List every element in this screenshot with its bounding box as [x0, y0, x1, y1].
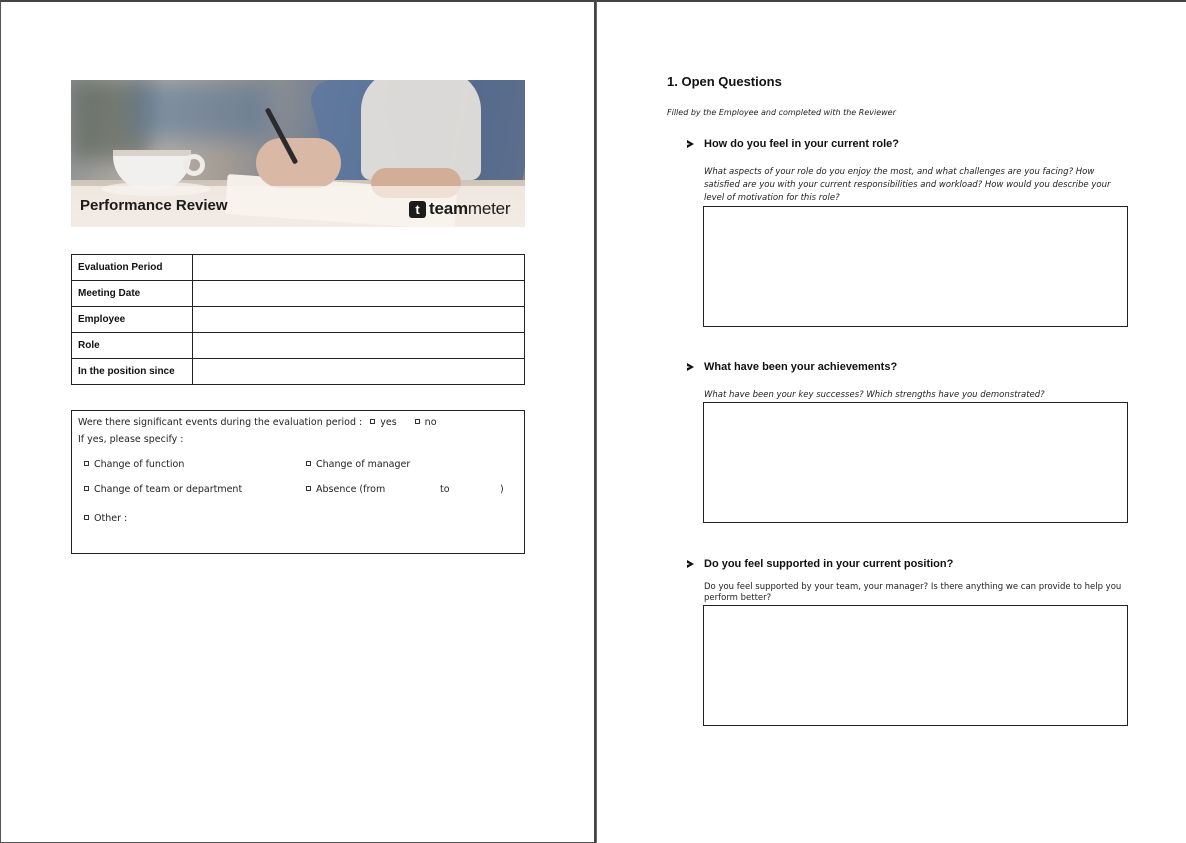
- role-field[interactable]: [193, 333, 525, 359]
- change-function-label: Change of function: [94, 459, 185, 470]
- table-row: [72, 255, 525, 281]
- question-2: [687, 361, 897, 373]
- events-question-line: [78, 417, 437, 428]
- change-function-checkbox[interactable]: [84, 461, 89, 466]
- arrow-bullet-icon: [687, 363, 694, 371]
- row-label-role: Role: [72, 333, 193, 359]
- employee-info-table: [71, 254, 525, 385]
- question-3: [687, 558, 953, 570]
- banner-photo-shirt: [361, 80, 481, 180]
- question-1: [687, 138, 899, 150]
- evaluation-period-field[interactable]: [193, 255, 525, 281]
- change-team-checkbox[interactable]: [84, 486, 89, 491]
- change-manager-checkbox[interactable]: [306, 461, 311, 466]
- page-right: [596, 0, 1186, 843]
- table-row: [72, 359, 525, 385]
- row-label-meeting-date: Meeting Date: [72, 281, 193, 307]
- banner-photo-background: [131, 80, 271, 140]
- teammeter-logo: [409, 199, 510, 219]
- significant-events-box: [71, 410, 525, 554]
- option-change-function: [84, 459, 184, 470]
- question-3-text: Do you feel supported in your current position?: [704, 558, 954, 570]
- events-question: Were there significant events during the evaluation period :: [78, 417, 363, 428]
- absence-from-label: Absence (from: [316, 484, 386, 495]
- logo-text-bold: team: [429, 199, 468, 218]
- answer-box-2[interactable]: [703, 402, 1128, 523]
- question-1-prompt: What aspects of your role do you enjoy the most, and what challenges are you facing? How satisfied are you with your current responsibilities and workload? How would you describe your level of motivation for this role?: [704, 167, 1111, 203]
- absence-checkbox[interactable]: [306, 486, 311, 491]
- option-other: [84, 513, 127, 524]
- change-team-label: Change of team or department: [94, 484, 243, 495]
- option-change-team: [84, 484, 242, 495]
- table-row: [72, 307, 525, 333]
- absence-to-label: to: [440, 484, 450, 495]
- change-manager-label: Change of manager: [316, 459, 411, 470]
- logo-text-rest: meter: [467, 199, 511, 218]
- question-2-prompt: What have been your key successes? Which strengths have you demonstrated?: [704, 390, 1045, 400]
- other-checkbox[interactable]: [84, 515, 89, 520]
- row-label-evaluation-period: Evaluation Period: [72, 255, 193, 281]
- cup-handle-icon: [183, 154, 205, 176]
- arrow-bullet-icon: [687, 140, 694, 148]
- banner-photo-hand: [256, 138, 341, 188]
- row-label-position-since: In the position since: [72, 359, 193, 385]
- document-title: Performance Review: [80, 197, 228, 214]
- table-row: [72, 333, 525, 359]
- no-label: no: [424, 417, 437, 428]
- row-label-employee: Employee: [72, 307, 193, 333]
- other-label: Other :: [94, 513, 128, 524]
- question-2-text: What have been your achievements?: [704, 361, 898, 373]
- yes-checkbox[interactable]: [370, 419, 375, 424]
- option-absence: [306, 484, 385, 495]
- answer-box-1[interactable]: [703, 206, 1128, 327]
- absence-close-paren: ): [500, 484, 504, 495]
- teammeter-logo-text: [429, 199, 510, 219]
- option-change-manager: [306, 459, 410, 470]
- yes-label: yes: [380, 417, 397, 428]
- header-banner: [71, 80, 525, 227]
- section-subtitle: Filled by the Employee and completed with the Reviewer: [667, 108, 896, 117]
- question-3-prompt: Do you feel supported by your team, your manager? Is there anything we can provide to help you perform better?: [704, 582, 1122, 603]
- table-row: [72, 281, 525, 307]
- employee-field[interactable]: [193, 307, 525, 333]
- teammeter-logo-icon: t: [409, 201, 426, 218]
- position-since-field[interactable]: [193, 359, 525, 385]
- section-title: 1. Open Questions: [667, 74, 782, 89]
- arrow-bullet-icon: [687, 560, 694, 568]
- events-specify: If yes, please specify :: [78, 434, 184, 445]
- meeting-date-field[interactable]: [193, 281, 525, 307]
- no-checkbox[interactable]: [415, 419, 420, 424]
- answer-box-3[interactable]: [703, 605, 1128, 726]
- question-1-text: How do you feel in your current role?: [704, 138, 899, 150]
